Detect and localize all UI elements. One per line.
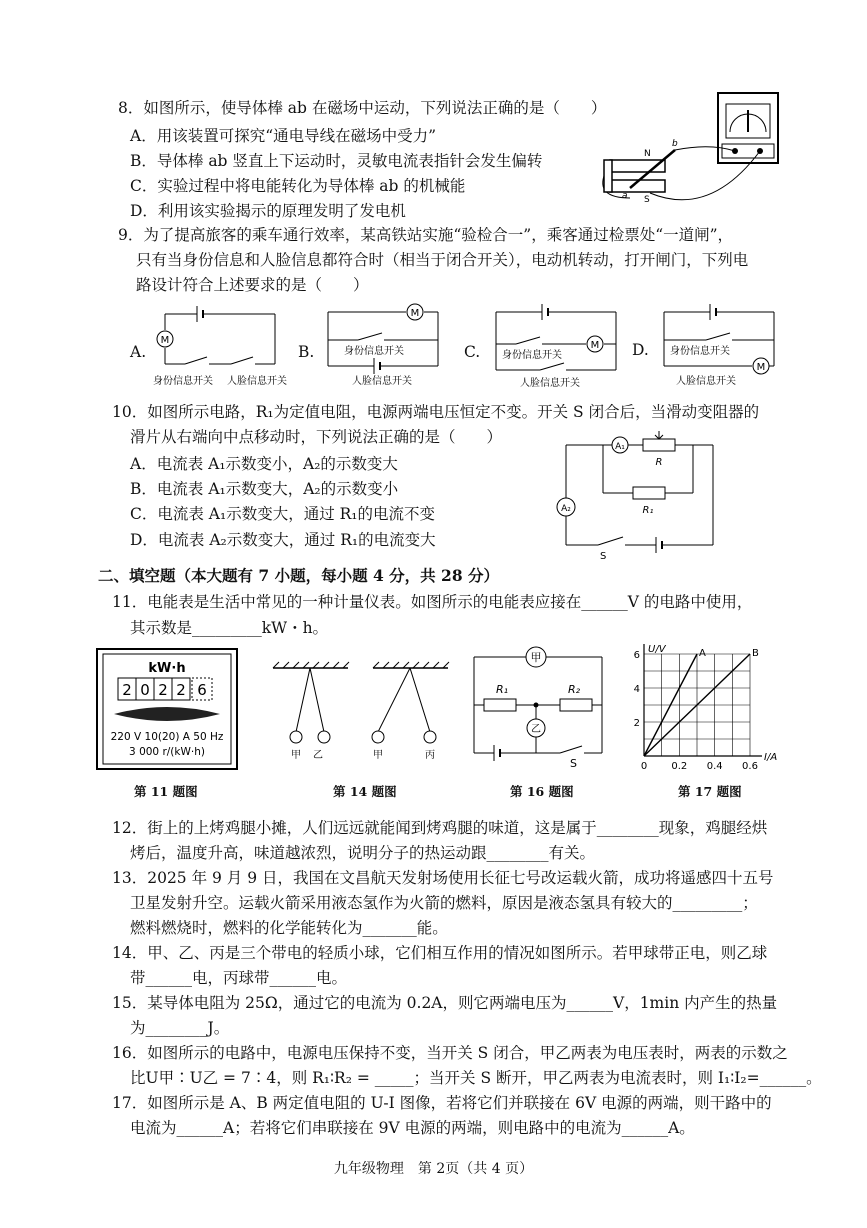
q10-line-1: 10．如图所示电路，R₁为定值电阻，电源两端电压恒定不变。开关 S 闭合后，当滑动变阻器的 (112, 403, 760, 421)
q10-option-a: A．电流表 A₁示数变小，A₂的示数变大 (130, 455, 398, 473)
q15-line-1: 15．某导体电阻为 25Ω，通过它的电流为 0.2A，则它两端电压为______V，1min 内产生的热量 (112, 994, 778, 1012)
q10-label-a1: A₁ (615, 442, 625, 452)
q14-figure (268, 660, 453, 765)
q10-label-a2: A₂ (561, 504, 571, 514)
q14-label-1: 甲 (291, 750, 301, 761)
q9-circuit-d (654, 300, 784, 390)
q16-line-2: 比U甲∶U乙 = 7∶4，则 R₁∶R₂ = _____；当开关 S 断开，甲乙两表为电流表时，则 I₁∶I₂=______。 (130, 1069, 822, 1087)
q13-line-1: 13．2025 年 9 月 9 日，我国在文昌航天发射场使用长征七号改运载火箭，成功将遥感四十五号 (112, 869, 774, 887)
series-label-A: A (699, 648, 706, 659)
q8-option-b: B．导体棒 ab 竖直上下运动时，灵敏电流表指针会发生偏转 (130, 152, 543, 170)
meter-digit-5: 6 (197, 681, 207, 699)
q14-label-2: 乙 (313, 750, 323, 761)
x-tick-label: 0.4 (706, 761, 723, 772)
meter-digit-3: 2 (158, 681, 168, 699)
q12-line-1: 12．街上的上烤鸡腿小摊，人们远远就能闻到烤鸡腿的味道，这是属于________现象，鸡腿经烘 (112, 819, 768, 837)
meter-unit: kW·h (148, 661, 186, 676)
meter-digit-1: 2 (122, 681, 132, 699)
page-footer: 九年级物理 第 2页（共 4 页） (333, 1161, 534, 1177)
series-label-B: B (752, 648, 759, 659)
y-axis-label: U/V (648, 644, 666, 655)
q9-line-2: 只有当身份信息和人脸信息都符合时（相当于闭合开关），电动机转动，打开闸门，下列电 (136, 251, 749, 269)
q8-label-b: b (672, 139, 678, 149)
q10-figure (548, 435, 728, 560)
q16-line-1: 16．如图所示的电路中，电源电压保持不变，当开关 S 闭合，甲乙两表为电压表时，两表的示数之 (112, 1044, 788, 1062)
q8-label-s: S (644, 195, 650, 205)
q16-label-top: 甲 (530, 651, 542, 664)
y-tick-label: 2 (633, 718, 640, 729)
q10-option-c: C．电流表 A₁示数变大，通过 R₁的电流不变 (130, 505, 436, 523)
q9-circuit-a (145, 302, 295, 392)
q9-c-sw2: 人脸信息开关 (520, 378, 580, 389)
q9-circuit-c-letter: C. (464, 343, 481, 361)
meter-spec-2: 3 000 r/(kW·h) (129, 746, 205, 758)
q9-b-sw2: 人脸信息开关 (352, 376, 412, 387)
y-tick-label: 6 (633, 650, 640, 661)
q10-label-r1: R₁ (642, 505, 654, 516)
q9-b-motor: M (410, 308, 420, 319)
x-tick-label: 0 (640, 761, 648, 772)
q9-line-1: 9．为了提高旅客的乘车通行效率，某高铁站实施“验检合一”，乘客通过检票处“一道闸”， (118, 226, 734, 244)
q9-line-3: 路设计符合上述要求的是（ ） (136, 276, 369, 294)
q12-line-2: 烤后，温度升高，味道越浓烈，说明分子的热运动跟________有关。 (130, 844, 596, 862)
q14-line-1: 14．甲、乙、丙是三个带电的轻质小球，它们相互作用的情况如图所示。若甲球带正电，则乙球 (112, 944, 768, 962)
q10-option-d: D．电流表 A₂示数变大，通过 R₁的电流变大 (130, 531, 436, 549)
q9-a-motor: M (160, 335, 170, 346)
q9-circuit-b (318, 300, 448, 390)
q11-line-2: 其示数是_________kW・h。 (130, 619, 329, 637)
q9-circuit-b-letter: B. (298, 343, 315, 361)
meter-digits (118, 678, 212, 700)
caption-q17: 第 17 题图 (678, 784, 742, 799)
q9-a-sw2: 人脸信息开关 (227, 376, 287, 387)
y-tick-label: 4 (633, 684, 640, 695)
q10-option-b: B．电流表 A₁示数变大，A₂的示数变小 (130, 480, 399, 498)
q16-label-mid: 乙 (531, 724, 541, 735)
q8-option-a: A．用该装置可探究“通电导线在磁场中受力” (130, 127, 437, 145)
q17-chart-ticks (634, 650, 758, 772)
q13-line-2: 卫星发射升空。运载火箭采用液态氢作为火箭的燃料，原因是液态氢具有较大的_________； (130, 894, 758, 912)
q17-line-2: 电流为______A；若将它们串联接在 9V 电源的两端，则电路中的电流为______A。 (130, 1119, 695, 1137)
q9-a-sw1: 身份信息开关 (153, 376, 213, 387)
q17-line-1: 17．如图所示是 A、B 两定值电阻的 U-I 图像，若将它们并联接在 6V 电源的两端，则干路中的 (112, 1094, 772, 1112)
q16-label-s: S (570, 757, 577, 770)
q8-option-c: C．实验过程中将电能转化为导体棒 ab 的机械能 (130, 177, 466, 195)
q14-line-2: 带______电，丙球带______电。 (130, 969, 348, 987)
x-tick-label: 0.6 (742, 761, 758, 772)
q9-c-sw1: 身份信息开关 (502, 350, 562, 361)
caption-q11: 第 11 题图 (134, 784, 198, 799)
q9-d-motor: M (756, 362, 766, 373)
q10-label-r: R (655, 457, 663, 468)
q11-line-1: 11．电能表是生活中常见的一种计量仪表。如图所示的电能表应接在______V 的电路中使用， (112, 593, 753, 611)
q9-circuit-d-letter: D. (632, 341, 649, 359)
q15-line-2: 为________J。 (130, 1019, 230, 1037)
q9-circuit-a-letter: A. (130, 343, 147, 361)
q8-option-d: D．利用该实验揭示的原理发明了发电机 (130, 202, 406, 220)
q17-chart (630, 640, 778, 772)
caption-q16: 第 16 题图 (510, 784, 574, 799)
meter-digit-2: 0 (140, 681, 150, 699)
q16-figure (470, 645, 610, 770)
q17-chart-axes (644, 644, 777, 763)
q16-label-r1: R₁ (496, 683, 509, 696)
q9-b-sw1: 身份信息开关 (344, 346, 404, 357)
q9-c-motor: M (590, 340, 600, 351)
q10-label-s: S (600, 551, 607, 562)
q8-label-a: a (622, 191, 628, 201)
meter-spec-1: 220 V 10(20) A 50 Hz (110, 731, 224, 743)
q8-label-n: N (644, 149, 651, 159)
x-tick-label: 0.2 (671, 761, 688, 772)
q11-meter-figure (96, 648, 238, 770)
meter-digit-4: 2 (176, 681, 186, 699)
q14-label-3: 甲 (373, 750, 383, 761)
section-2-title: 二、填空题（本大题有 7 小题，每小题 4 分，共 28 分） (98, 566, 500, 585)
q16-label-r2: R₂ (568, 683, 581, 696)
q17-chart-series (644, 648, 759, 756)
q9-d-sw2: 人脸信息开关 (676, 376, 736, 387)
q9-d-sw1: 身份信息开关 (670, 346, 730, 357)
x-axis-label: I/A (764, 752, 778, 763)
q14-label-4: 丙 (425, 750, 435, 761)
q10-line-2: 滑片从右端向中点移动时，下列说法正确的是（ ） (130, 428, 503, 446)
q8-figure (600, 88, 790, 223)
q13-line-3: 燃料燃烧时，燃料的化学能转化为_______能。 (130, 919, 448, 937)
q8-stem: 8．如图所示，使导体棒 ab 在磁场中运动，下列说法正确的是（ ） (118, 99, 607, 117)
q9-circuit-c (486, 300, 626, 390)
caption-q14: 第 14 题图 (333, 784, 397, 799)
